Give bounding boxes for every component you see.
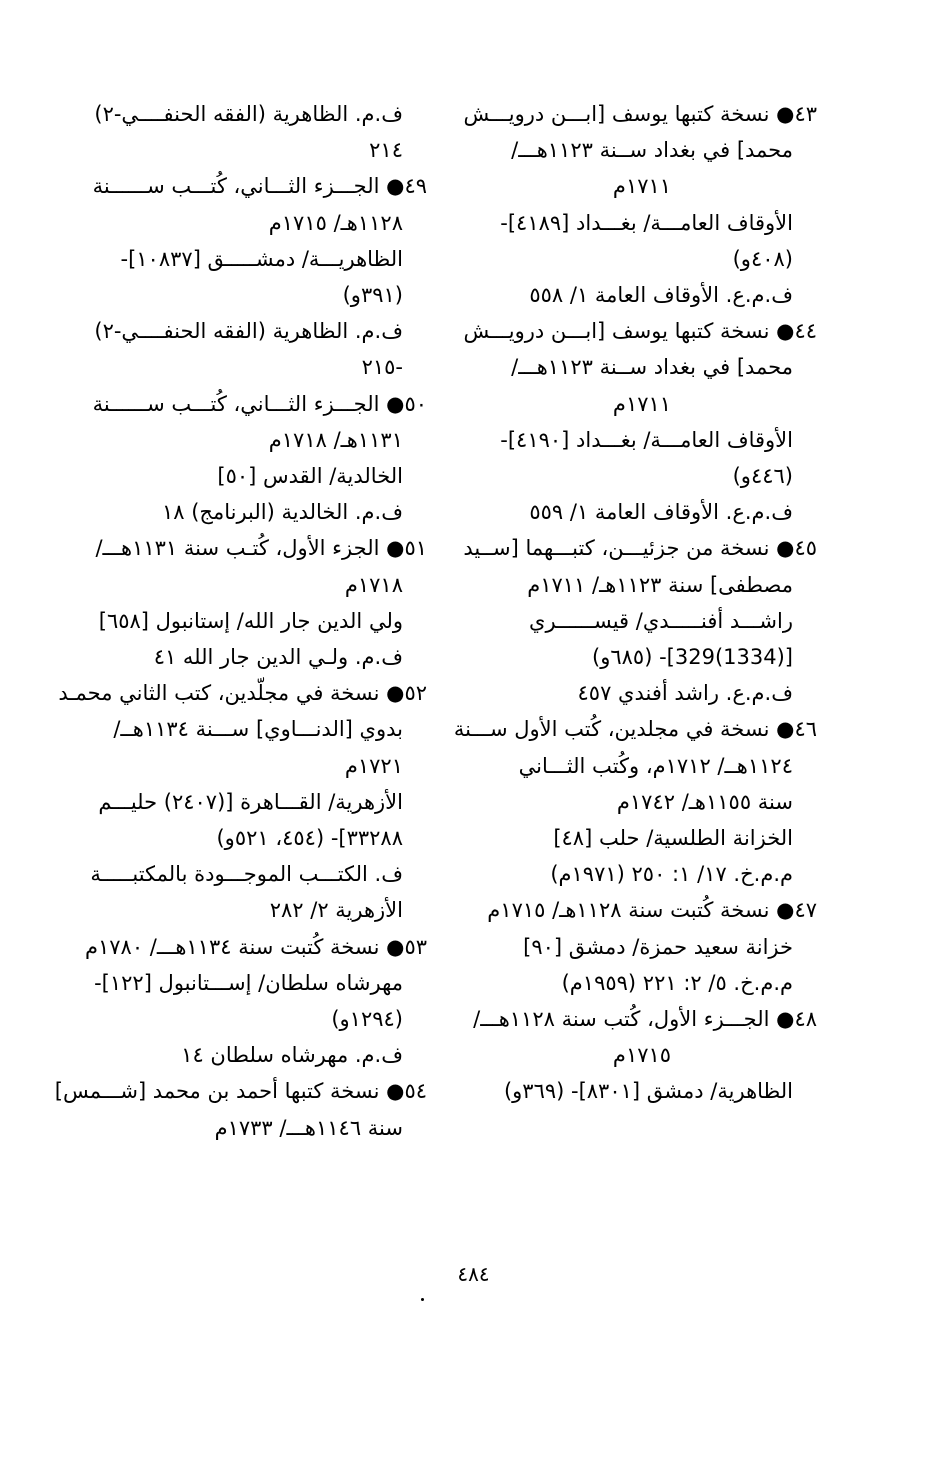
entry-43-location: الأوقاف العامـــة/ بغـــداد [٤١٨٩]- <box>500 210 793 235</box>
entry-43-reference: ف.م.ع. الأوقاف العامة ١/ ٥٥٨ <box>529 283 793 308</box>
entry-52-date: ١٧٢١م <box>344 753 403 778</box>
entry-50-heading: ٥٠● الجـــزء الثـــاني، كُتـــب ســــــنة <box>92 391 427 416</box>
entry-48-date: ١٧١٥م <box>612 1043 672 1068</box>
entry-46-location: الخزانة الطلسية/ حلب [٤٨] <box>553 826 793 851</box>
entry-45-heading: ٤٥● نسخة من جزئيـــن، كتبـــهما [ســيد <box>463 536 817 561</box>
entry-49-date: ١١٢٨هـ/ ١٧١٥م <box>268 210 403 235</box>
entry-50-reference: ف.م. الخالدية (البرنامج) ١٨ <box>161 500 403 525</box>
entry-49-location: الظاهريـــة/ دمشـــــق [١٠٨٣٧]- <box>120 246 403 271</box>
entry-44-heading: ٤٤● نسخة كتبها يوسف [ابـــن درويـــش <box>463 319 817 344</box>
entry-45-reference: ف.م.ع. راشد أفندي ٤٥٧ <box>577 681 793 706</box>
entry-49-reference-page: -٢١٥ <box>361 355 403 380</box>
entry-50-date: ١١٣١هـ/ ١٧١٨م <box>268 427 403 452</box>
entry-49-heading: ٤٩● الجـــزء الثـــاني، كُتـــب ســــــنة <box>92 174 427 199</box>
entry-51-heading: ٥١● الجزء الأول، كُتـب سنة ١١٣١هـــ/ <box>95 536 427 561</box>
entry-51-date: ١٧١٨م <box>344 572 403 597</box>
entry-49-folios: (٣٩١و) <box>342 283 403 308</box>
entry-47-heading: ٤٧● نسخة كُتبت سنة ١١٢٨هـ/ ١٧١٥م <box>487 898 817 923</box>
entry-43-folios: (٤٠٨و) <box>732 246 793 271</box>
entry-43-date: ١٧١١م <box>612 174 672 199</box>
entry-46-text: ١١٢٤هــ/ ١٧١٢م، وكُتب الثـــاني <box>518 753 793 778</box>
entry-48-heading: ٤٨● الجـــزء الأول، كُتب سنة ١١٢٨هـــ/ <box>473 1007 817 1032</box>
entry-48-reference-page: ٢١٤ <box>369 138 403 163</box>
entry-53-reference: ف.م. مهرشاه سلطان ١٤ <box>181 1043 403 1068</box>
entry-54-date: سنة ١١٤٦هـــ/ ١٧٣٣م <box>214 1115 403 1140</box>
entry-48-reference: ف.م. الظاهرية (الفقه الحنفــــي-٢) <box>94 102 403 126</box>
entry-52-reference-page: الأزهرية ٢/ ٢٨٢ <box>269 898 403 923</box>
entry-54-heading: ٥٤● نسخة كتبها أحمد بن محمد [شـــمس] <box>54 1079 427 1104</box>
entry-52-reference: ف. الكتـــب الموجـــودة بالمكتبـــــة <box>90 862 403 887</box>
entry-45-folios: [(1334)329]- (٦٨٥و) <box>592 645 793 670</box>
entry-48-location: الظاهرية/ دمشق [٨٣٠١]- (٣٦٩و) <box>503 1079 793 1104</box>
entry-43-text: محمد] في بغداد ســنة ١١٢٣هـــ/ <box>511 138 793 163</box>
entry-44-text: محمد] في بغداد ســنة ١١٢٣هـــ/ <box>511 355 793 380</box>
entry-52-folios: ٣٣٢٨٨]- (٤٥٤، ٥٢١و) <box>216 826 403 851</box>
entry-46-heading: ٤٦● نسخة في مجلدين، كُتب الأول ســـنة <box>453 717 817 742</box>
entry-44-date: ١٧١١م <box>612 391 672 416</box>
entry-52-heading: ٥٢● نسخة في مجلّدين، كتب الثاني محمـد <box>58 681 427 706</box>
entry-43-heading: ٤٣● نسخة كتبها يوسف [ابـــن درويـــش <box>463 102 817 126</box>
scan-dot <box>421 1298 424 1301</box>
entry-51-reference: ف.م. ولـي الدين جار الله ٤١ <box>153 645 403 670</box>
entry-53-heading: ٥٣● نسخة كُتبت سنة ١١٣٤هـــ/ ١٧٨٠م <box>84 934 427 959</box>
entry-44-location: الأوقاف العامـــة/ بغـــداد [٤١٩٠]- <box>500 427 793 452</box>
entry-47-reference: م.م.خ. ٥/ ٢: ٢٢١ (١٩٥٩م) <box>561 970 793 995</box>
entry-53-location: مهرشاه سلطان/ إســـتانبول [١٢٢]- <box>94 970 403 995</box>
entry-52-text: بدوي [الدنـــاوي] ســـنة ١١٣٤هــ/ <box>113 717 403 742</box>
entry-49-reference: ف.م. الظاهرية (الفقه الحنفــــي-٢) <box>94 319 403 344</box>
entry-52-location: الأزهرية/ القـــاهرة [(٢٤٠٧) حليـــم <box>98 789 403 814</box>
right-column <box>453 96 817 1110</box>
entry-47-location: خزانة سعيد حمزة/ دمشق [٩٠] <box>523 934 793 959</box>
entry-44-reference: ف.م.ع. الأوقاف العامة ١/ ٥٥٩ <box>529 500 793 525</box>
entry-46-date: سنة ١١٥٥هـ/ ١٧٤٢م <box>616 789 793 814</box>
entry-45-text: مصطفى] سنة ١١٢٣هـ/ ١٧١١م <box>527 572 793 597</box>
entry-46-reference: م.م.خ. ١٧/ ١: ٢٥٠ (١٩٧١م) <box>550 862 793 887</box>
page-number: ٤٨٤ <box>457 1262 490 1286</box>
entry-53-folios: (١٢٩٤و) <box>331 1007 403 1032</box>
entry-45-location: راشـــد أفنـــــدي/ قيســــــري <box>529 608 793 633</box>
entry-44-folios: (٤٤٦و) <box>732 464 793 489</box>
entry-50-location: الخالدية/ القدس [٥٠] <box>217 464 403 489</box>
left-column <box>54 96 427 1146</box>
entry-51-location: ولي الدين جار الله/ إستانبول [٦٥٨] <box>98 608 403 633</box>
